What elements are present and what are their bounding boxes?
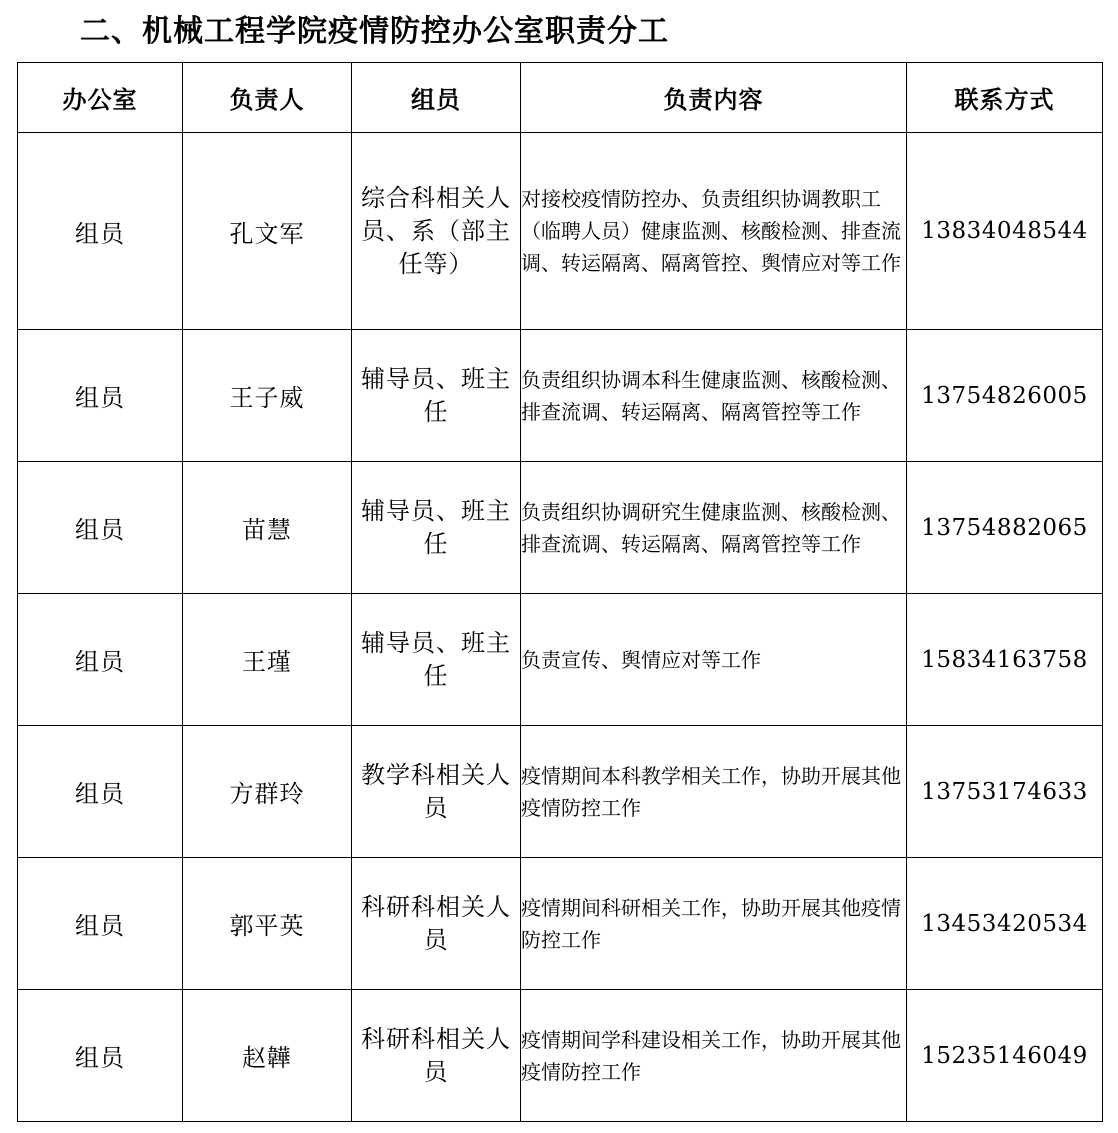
contact-cell: 13753174633 <box>907 726 1103 858</box>
leader-cell: 王瑾 <box>183 594 352 726</box>
contact-cell: 13453420534 <box>907 858 1103 990</box>
office-cell: 组员 <box>18 858 183 990</box>
office-cell: 组员 <box>18 990 183 1122</box>
duty-cell: 负责组织协调研究生健康监测、核酸检测、排查流调、转运隔离、隔离管控等工作 <box>521 462 907 594</box>
members-cell: 综合科相关人员、系（部主任等） <box>352 133 521 330</box>
office-cell: 组员 <box>18 726 183 858</box>
table-row <box>18 726 1103 858</box>
duty-cell: 疫情期间本科教学相关工作，协助开展其他疫情防控工作 <box>521 726 907 858</box>
table-row <box>18 133 1103 330</box>
contact-cell: 13834048544 <box>907 133 1103 330</box>
members-cell: 教学科相关人员 <box>352 726 521 858</box>
leader-cell: 赵韡 <box>183 990 352 1122</box>
header-office: 办公室 <box>18 63 183 133</box>
duty-cell: 疫情期间科研相关工作，协助开展其他疫情防控工作 <box>521 858 907 990</box>
leader-cell: 孔文军 <box>183 133 352 330</box>
members-cell: 科研科相关人员 <box>352 858 521 990</box>
table-row <box>18 462 1103 594</box>
duty-cell: 对接校疫情防控办、负责组织协调教职工（临聘人员）健康监测、核酸检测、排查流调、转运隔离、隔离管控、舆情应对等工作 <box>521 133 907 330</box>
header-members: 组员 <box>352 63 521 133</box>
contact-cell: 15834163758 <box>907 594 1103 726</box>
office-cell: 组员 <box>18 330 183 462</box>
header-duty: 负责内容 <box>521 63 907 133</box>
leader-cell: 苗慧 <box>183 462 352 594</box>
members-cell: 辅导员、班主任 <box>352 462 521 594</box>
contact-cell: 15235146049 <box>907 990 1103 1122</box>
table-header-row <box>18 63 1103 133</box>
contact-cell: 13754882065 <box>907 462 1103 594</box>
page-title: 二、机械工程学院疫情防控办公室职责分工 <box>80 14 669 49</box>
duty-cell: 负责组织协调本科生健康监测、核酸检测、排查流调、转运隔离、隔离管控等工作 <box>521 330 907 462</box>
header-contact: 联系方式 <box>907 63 1103 133</box>
members-cell: 辅导员、班主任 <box>352 330 521 462</box>
duty-table <box>17 62 1103 1122</box>
leader-cell: 王子威 <box>183 330 352 462</box>
leader-cell: 郭平英 <box>183 858 352 990</box>
table-row <box>18 330 1103 462</box>
table-row <box>18 594 1103 726</box>
contact-cell: 13754826005 <box>907 330 1103 462</box>
members-cell: 辅导员、班主任 <box>352 594 521 726</box>
duty-cell: 疫情期间学科建设相关工作，协助开展其他疫情防控工作 <box>521 990 907 1122</box>
duty-cell: 负责宣传、舆情应对等工作 <box>521 594 907 726</box>
members-cell: 科研科相关人员 <box>352 990 521 1122</box>
office-cell: 组员 <box>18 594 183 726</box>
leader-cell: 方群玲 <box>183 726 352 858</box>
table-row <box>18 990 1103 1122</box>
office-cell: 组员 <box>18 462 183 594</box>
office-cell: 组员 <box>18 133 183 330</box>
table-row <box>18 858 1103 990</box>
header-leader: 负责人 <box>183 63 352 133</box>
